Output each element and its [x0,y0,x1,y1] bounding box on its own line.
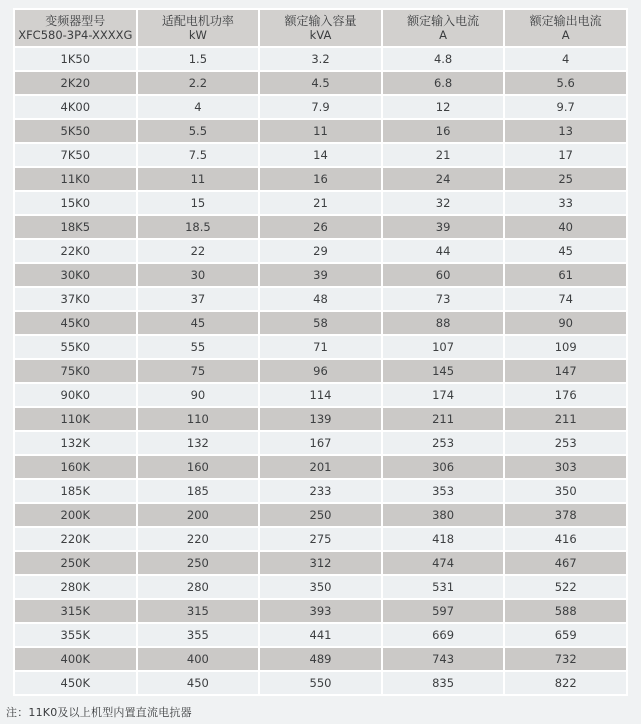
table-cell: 355 [138,624,259,646]
table-cell: 732 [505,648,626,670]
table-cell: 220 [138,528,259,550]
table-cell: 55 [138,336,259,358]
table-cell: 220K [15,528,136,550]
table-row [15,312,626,334]
table-cell: 160 [138,456,259,478]
table-cell: 400K [15,648,136,670]
table-cell: 90K0 [15,384,136,406]
table-cell: 25 [505,168,626,190]
table-cell: 7K50 [15,144,136,166]
header-title: 额定输入电流 [407,13,480,28]
table-cell: 75 [138,360,259,382]
table-cell: 250K [15,552,136,574]
table-row [15,96,626,118]
table-cell: 2.2 [138,72,259,94]
table-cell: 7.5 [138,144,259,166]
table-cell: 253 [505,432,626,454]
table-cell: 393 [260,600,381,622]
table-cell: 30K0 [15,264,136,286]
table-cell: 110K [15,408,136,430]
table-cell: 185K [15,480,136,502]
table-row [15,648,626,670]
table-cell: 22K0 [15,240,136,262]
table-cell: 418 [383,528,504,550]
header-title: 额定输出电流 [529,13,602,28]
table-cell: 15K0 [15,192,136,214]
table-row [15,384,626,406]
header-unit: kVA [309,28,332,43]
table-cell: 315K [15,600,136,622]
table-cell: 2K20 [15,72,136,94]
table-cell: 211 [505,408,626,430]
table-cell: 597 [383,600,504,622]
table-cell: 145 [383,360,504,382]
table-cell: 14 [260,144,381,166]
header-unit: A [439,28,448,43]
table-row [15,552,626,574]
table-cell: 33 [505,192,626,214]
table-cell: 58 [260,312,381,334]
table-cell: 18K5 [15,216,136,238]
table-header-row [15,10,626,46]
header-unit: kW [188,28,207,43]
table-cell: 200K [15,504,136,526]
header-title: 适配电机功率 [161,13,234,28]
table-row [15,624,626,646]
table-cell: 37K0 [15,288,136,310]
table-cell: 110 [138,408,259,430]
footnote: 注：11K0及以上机型内置直流电抗器 [6,706,192,719]
table-cell: 61 [505,264,626,286]
inverter-spec-table [13,8,628,696]
table-cell: 659 [505,624,626,646]
table-cell: 489 [260,648,381,670]
table-cell: 441 [260,624,381,646]
table-cell: 743 [383,648,504,670]
table-body [15,48,626,694]
table-cell: 15 [138,192,259,214]
table-cell: 5.5 [138,120,259,142]
table-cell: 39 [383,216,504,238]
table-cell: 13 [505,120,626,142]
table-cell: 11 [260,120,381,142]
table-cell: 139 [260,408,381,430]
table-row [15,120,626,142]
table-cell: 44 [383,240,504,262]
table-cell: 416 [505,528,626,550]
table-row [15,408,626,430]
table-cell: 40 [505,216,626,238]
table-cell: 4.8 [383,48,504,70]
table-cell: 7.9 [260,96,381,118]
table-cell: 669 [383,624,504,646]
table-cell: 450 [138,672,259,694]
table-cell: 132K [15,432,136,454]
table-row [15,168,626,190]
table-cell: 315 [138,600,259,622]
table-cell: 160K [15,456,136,478]
table-cell: 11K0 [15,168,136,190]
header-cell-output-current [505,10,626,46]
table-cell: 30 [138,264,259,286]
table-cell: 71 [260,336,381,358]
table-cell: 109 [505,336,626,358]
table-cell: 107 [383,336,504,358]
table-cell: 17 [505,144,626,166]
table-cell: 312 [260,552,381,574]
table-cell: 1K50 [15,48,136,70]
table-cell: 75K0 [15,360,136,382]
table-cell: 45 [138,312,259,334]
table-cell: 531 [383,576,504,598]
table-row [15,432,626,454]
table-cell: 39 [260,264,381,286]
header-cell-model [15,10,136,46]
table-row [15,144,626,166]
table-cell: 4 [138,96,259,118]
table-cell: 201 [260,456,381,478]
table-cell: 132 [138,432,259,454]
table-cell: 303 [505,456,626,478]
table-cell: 32 [383,192,504,214]
table-cell: 12 [383,96,504,118]
table-row [15,72,626,94]
table-cell: 250 [138,552,259,574]
table-cell: 18.5 [138,216,259,238]
table-cell: 147 [505,360,626,382]
table-cell: 24 [383,168,504,190]
header-cell-motor-power [138,10,259,46]
table-cell: 1.5 [138,48,259,70]
table-cell: 253 [383,432,504,454]
table-cell: 4K00 [15,96,136,118]
table-cell: 16 [383,120,504,142]
table-row [15,48,626,70]
table-cell: 200 [138,504,259,526]
table-cell: 280K [15,576,136,598]
table-cell: 174 [383,384,504,406]
table-row [15,576,626,598]
header-title: 额定输入容量 [284,13,357,28]
header-unit: A [561,28,570,43]
table-cell: 45K0 [15,312,136,334]
table-cell: 400 [138,648,259,670]
table-row [15,192,626,214]
table-cell: 275 [260,528,381,550]
table-row [15,480,626,502]
table-cell: 5K50 [15,120,136,142]
table-row [15,264,626,286]
header-cell-input-capacity [260,10,381,46]
table-row [15,504,626,526]
table-cell: 6.8 [383,72,504,94]
table-row [15,216,626,238]
table-cell: 380 [383,504,504,526]
table-cell: 96 [260,360,381,382]
table-cell: 835 [383,672,504,694]
table-cell: 280 [138,576,259,598]
table-cell: 88 [383,312,504,334]
table-cell: 11 [138,168,259,190]
table-cell: 306 [383,456,504,478]
table-cell: 350 [260,576,381,598]
table-row [15,336,626,358]
table-cell: 550 [260,672,381,694]
table-cell: 9.7 [505,96,626,118]
table-cell: 233 [260,480,381,502]
table-row [15,240,626,262]
table-cell: 250 [260,504,381,526]
table-cell: 4.5 [260,72,381,94]
table-cell: 60 [383,264,504,286]
table-cell: 90 [138,384,259,406]
table-cell: 353 [383,480,504,502]
header-cell-input-current [383,10,504,46]
table-cell: 37 [138,288,259,310]
table-row [15,672,626,694]
table-row [15,360,626,382]
table-row [15,528,626,550]
header-title: 变频器型号 [45,13,106,28]
table-cell: 16 [260,168,381,190]
table-row [15,456,626,478]
table-cell: 48 [260,288,381,310]
table-cell: 29 [260,240,381,262]
table-cell: 3.2 [260,48,381,70]
table-cell: 522 [505,576,626,598]
table-cell: 167 [260,432,381,454]
table-cell: 4 [505,48,626,70]
table-cell: 467 [505,552,626,574]
table-cell: 90 [505,312,626,334]
table-cell: 474 [383,552,504,574]
table-cell: 822 [505,672,626,694]
table-cell: 176 [505,384,626,406]
table-cell: 21 [260,192,381,214]
table-cell: 74 [505,288,626,310]
table-cell: 5.6 [505,72,626,94]
header-unit: XFC580-3P4-XXXXG [18,28,133,43]
table-cell: 22 [138,240,259,262]
table-cell: 55K0 [15,336,136,358]
table-cell: 73 [383,288,504,310]
table-cell: 114 [260,384,381,406]
table-cell: 588 [505,600,626,622]
table-row [15,288,626,310]
table-cell: 378 [505,504,626,526]
table-cell: 26 [260,216,381,238]
table-cell: 45 [505,240,626,262]
table-cell: 185 [138,480,259,502]
table-cell: 355K [15,624,136,646]
table-row [15,600,626,622]
table-cell: 21 [383,144,504,166]
table-cell: 450K [15,672,136,694]
table-cell: 350 [505,480,626,502]
table-cell: 211 [383,408,504,430]
